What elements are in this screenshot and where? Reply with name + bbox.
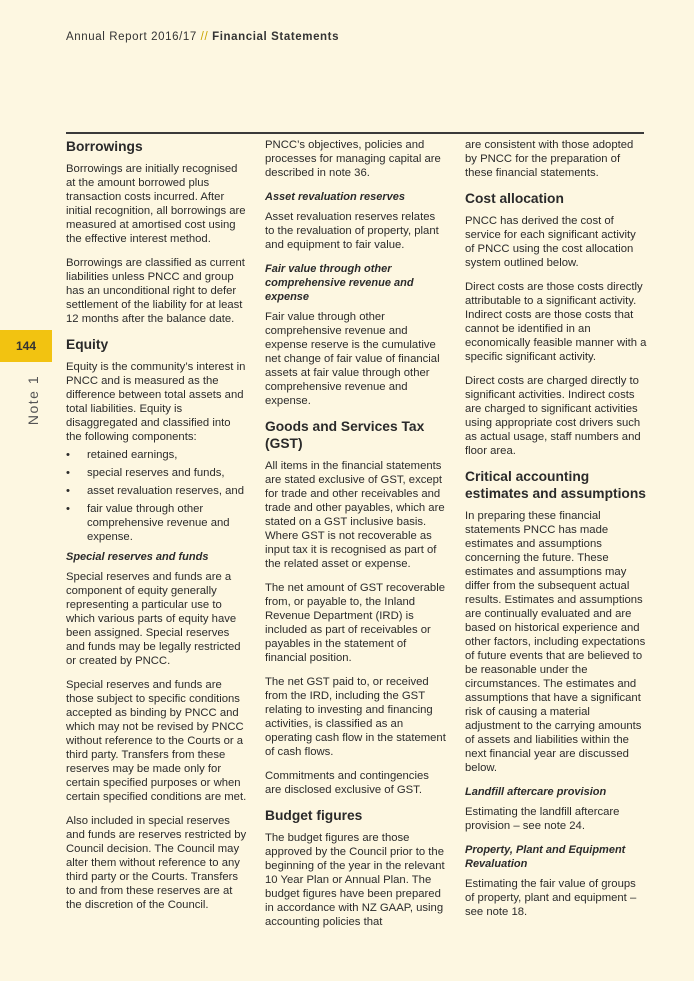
paragraph: All items in the financial statements are stated exclusive of GST, except for trade and other receivables and trade and other payables, which are stated on a GST inclusive basis. Where GST is not recoverable as input tax it is recognised as part of the related asset or expense. bbox=[265, 460, 445, 570]
subheading-landfill: Landfill aftercare provision bbox=[465, 786, 607, 798]
heading-cost-allocation: Cost allocation bbox=[465, 191, 564, 206]
column-1 bbox=[66, 138, 248, 922]
list-item: • asset revaluation reserves, and bbox=[66, 484, 248, 498]
paragraph: Direct costs are those costs directly attributable to a significant activity. Indirect costs are those costs that cannot be identified in an economically feasible manner with a specific significant activity. bbox=[465, 281, 647, 363]
paragraph: The net GST paid to, or received from the IRD, including the GST relating to investing and financing activities, is classified as an operating cash flow in the statement of cash flows. bbox=[265, 676, 446, 758]
subheading-ppe-revaluation: Property, Plant and Equipment Revaluation bbox=[465, 844, 626, 870]
page-number: 144 bbox=[15, 339, 37, 353]
paragraph: PNCC’s objectives, policies and processes for managing capital are described in note 36. bbox=[265, 139, 441, 179]
list-item: • retained earnings, bbox=[66, 448, 248, 462]
paragraph: Equity is the community’s interest in PNCC and is measured as the difference between total assets and total liabilities. Equity is disaggregated and classified into the following components: bbox=[66, 361, 246, 443]
paragraph: Special reserves and funds are those subject to specific conditions accepted as binding by PNCC and which may not be revised by PNCC without reference to the Courts or a third party. Transfers from these reserves may be made only for certain specified purposes or when certain specified conditions are met. bbox=[66, 679, 247, 803]
paragraph: Estimating the fair value of groups of property, plant and equipment – see note 18. bbox=[465, 878, 637, 918]
subheading-asset-revaluation: Asset revaluation reserves bbox=[265, 191, 406, 203]
paragraph: Asset revaluation reserves relates to the revaluation of property, plant and equipment to fair value. bbox=[265, 211, 439, 251]
paragraph: Commitments and contingencies are disclosed exclusive of GST. bbox=[265, 770, 429, 796]
paragraph: Borrowings are initially recognised at the amount borrowed plus transaction costs incurred. After initial recognition, all borrowings are measured at amortised cost using the effective interest method. bbox=[66, 163, 246, 245]
report-title: Annual Report 2016/17 bbox=[66, 31, 197, 43]
running-header bbox=[66, 31, 339, 43]
heading-borrowings: Borrowings bbox=[66, 139, 143, 154]
header-separator: // bbox=[196, 31, 213, 43]
paragraph: The net amount of GST recoverable from, or payable to, the Inland Revenue Department (IRD) is included as part of receivables or payables in the statement of financial position. bbox=[265, 582, 446, 664]
top-rule bbox=[66, 132, 644, 134]
paragraph: PNCC has derived the cost of service for each significant activity of PNCC using the cost allocation system outlined below. bbox=[465, 215, 636, 269]
paragraph: Estimating the landfill aftercare provision – see note 24. bbox=[465, 806, 620, 832]
heading-equity: Equity bbox=[66, 337, 109, 352]
column-2 bbox=[265, 138, 447, 939]
section-title: Financial Statements bbox=[212, 31, 340, 43]
paragraph: The budget figures are those approved by the Council prior to the beginning of the year in the relevant 10 Year Plan or Annual Plan. The budget figures have been prepared in accordance with NZ GAAP, using accounting policies that bbox=[265, 832, 445, 928]
list-item: • fair value through other comprehensive revenue and expense. bbox=[66, 502, 248, 544]
subheading-special-reserves: Special reserves and funds bbox=[66, 551, 209, 563]
paragraph: Direct costs are charged directly to significant activities. Indirect costs are charged to significant activities using appropriate cost drivers such as actual usage, staff numbers and floor area. bbox=[465, 375, 641, 457]
heading-gst: Goods and Services Tax (GST) bbox=[265, 419, 425, 451]
paragraph: Special reserves and funds are a component of equity generally representing a particular use to which various parts of equity have been assigned. Special reserves and funds may be legally restricted or created by PNCC. bbox=[66, 571, 241, 667]
column-3 bbox=[465, 138, 647, 929]
paragraph: In preparing these financial statements PNCC has made estimates and assumptions concerning the future. These estimates and assumptions may differ from the subsequent actual results. Estimates and assumptions are continually evaluated and are based on historical experience and other factors, including expectations of future events that are believed to be reasonable under the circumstances. The estimates and assumptions that have a significant risk of causing a material adjustment to the carrying amounts of assets and liabilities within the next financial year are discussed below. bbox=[465, 510, 646, 774]
page-number-tab bbox=[0, 330, 52, 362]
paragraph: Also included in special reserves and funds are reserves restricted by Council decision. The Council may alter them without reference to any third party or the Courts. Transfers to and from these reserves are at the discretion of the Council. bbox=[66, 815, 247, 911]
note-side-label: Note 1 bbox=[25, 374, 41, 426]
paragraph: Borrowings are classified as current liabilities unless PNCC and group has an unconditional right to defer settlement of the liability for at least 12 months after the balance date. bbox=[66, 257, 245, 325]
heading-critical-estimates: Critical accounting estimates and assumptions bbox=[465, 469, 646, 501]
list-item: • special reserves and funds, bbox=[66, 466, 248, 480]
heading-budget-figures: Budget figures bbox=[265, 808, 363, 823]
subheading-fair-value: Fair value through other comprehensive revenue and expense bbox=[265, 263, 414, 303]
paragraph: Fair value through other comprehensive revenue and expense reserve is the cumulative net change of fair value of financial assets at fair value through other comprehensive revenue and expense. bbox=[265, 311, 440, 407]
paragraph: are consistent with those adopted by PNCC for the preparation of these financial statements. bbox=[465, 139, 634, 179]
equity-components-list bbox=[66, 448, 248, 544]
